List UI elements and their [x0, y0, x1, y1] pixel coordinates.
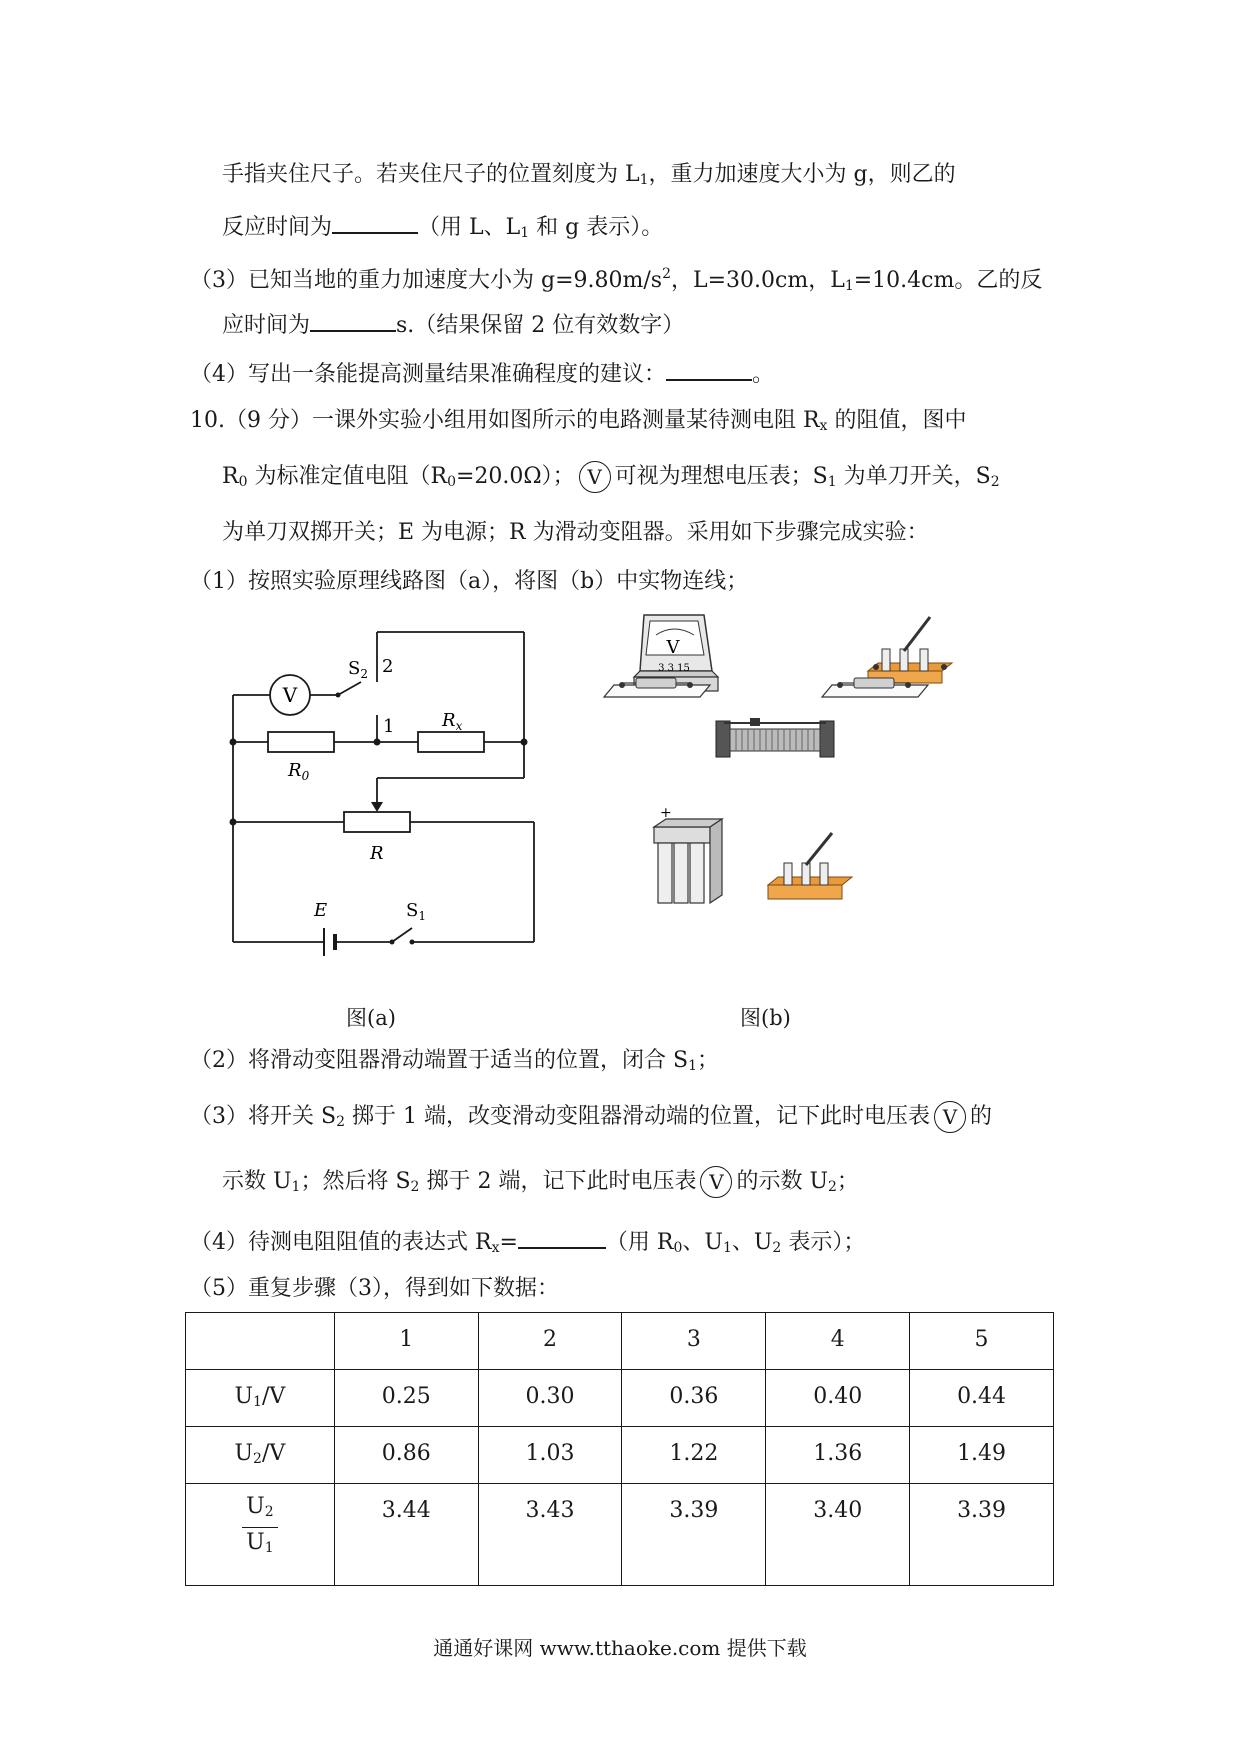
text-line-2	[222, 210, 663, 248]
text-seg: （4）写出一条能提高测量结果准确程度的建议：	[190, 362, 666, 387]
table-header-cell: 2	[478, 1313, 622, 1370]
voltmeter-symbol: V	[934, 1101, 966, 1133]
table-cell: 1.36	[766, 1427, 910, 1484]
switch-pos-2-label: 2	[382, 656, 394, 677]
text-line-14	[190, 1274, 559, 1304]
text-seg: s.（结果保留 2 位有效数字）	[396, 313, 685, 338]
text-seg: （5）重复步骤（3），得到如下数据：	[190, 1276, 559, 1301]
text-seg: （用 L、L	[418, 215, 521, 240]
table-cell: 3.44	[334, 1484, 478, 1586]
text-seg: 反应时间为	[222, 215, 333, 240]
text-seg: R	[222, 464, 239, 489]
switch-pos-1-label: 1	[383, 716, 395, 737]
subscript: 0	[673, 1240, 683, 1256]
table-cell: 0.25	[334, 1370, 478, 1427]
text-seg: ；	[697, 1048, 720, 1073]
table-cell: 0.30	[478, 1370, 622, 1427]
table-cell: 1.03	[478, 1427, 622, 1484]
text-seg: =20.0Ω）；	[455, 464, 575, 489]
text-line-8	[222, 518, 929, 548]
text-seg: 掷于 2 端，记下此时电压表	[419, 1169, 697, 1194]
subscript: 1	[520, 225, 530, 241]
table-header-cell: 4	[766, 1313, 910, 1370]
text-line-7	[222, 461, 1000, 497]
battery-icon[interactable]	[654, 805, 722, 903]
table-header-cell	[186, 1313, 335, 1370]
figure-b-caption: 图(b)	[740, 1006, 791, 1030]
knife-switch-s1-icon[interactable]	[768, 833, 852, 899]
text-seg: 、U	[682, 1230, 723, 1255]
text-seg: 。	[752, 362, 775, 387]
text-seg: 、U	[731, 1230, 773, 1255]
s1-label: $S_1$	[406, 900, 426, 923]
row-label: $U_1/V$	[186, 1370, 335, 1427]
table-cell: 1.49	[910, 1427, 1054, 1484]
text-seg: 10.（9 分）一课外实验小组用如图所示的电路测量某待测电阻 R	[190, 408, 820, 433]
text-seg: 为单刀开关，S	[836, 464, 991, 489]
answer-blank[interactable]	[666, 357, 752, 381]
text-seg: 为单刀双掷开关；E 为电源；R 为滑动变阻器。采用如下步骤完成实验：	[222, 520, 929, 545]
figure-a-caption: 图(a)	[346, 1006, 396, 1030]
text-seg: 表示）；	[781, 1230, 866, 1255]
subscript: x	[819, 418, 828, 434]
text-seg: 示数 U	[222, 1169, 292, 1194]
battery-plus-label: +	[660, 805, 672, 821]
fraction: $\frac{U_2}{U_1}$	[242, 1492, 277, 1563]
subscript: 2	[336, 1114, 345, 1130]
subscript: 1	[639, 172, 649, 188]
text-seg: 应时间为	[222, 313, 311, 338]
text-seg: 的示数 U	[736, 1169, 828, 1194]
table-cell: 0.36	[622, 1370, 766, 1427]
row-label: $U_2/V$	[186, 1427, 335, 1484]
text-seg: （1）按照实验原理线路图（a），将图（b）中实物连线；	[190, 569, 749, 594]
subscript: 1	[827, 474, 837, 490]
table-cell: 0.44	[910, 1370, 1054, 1427]
table-cell: 3.43	[478, 1484, 622, 1586]
table-cell: 3.40	[766, 1484, 910, 1586]
text-line-13	[190, 1225, 865, 1263]
knife-switch-icon[interactable]	[868, 617, 952, 683]
rx-label: $R_x$	[442, 710, 463, 733]
meter-label: V	[666, 637, 680, 658]
text-line-11	[190, 1101, 992, 1137]
answer-blank[interactable]	[518, 1225, 606, 1249]
subscript: 2	[990, 474, 1000, 490]
subscript: 1	[291, 1179, 301, 1195]
text-line-4	[222, 308, 684, 341]
text-seg: （3）已知当地的重力加速度大小为 g=9.80m/s	[190, 268, 663, 293]
circuit-diagram-a	[200, 620, 540, 960]
text-line-5	[190, 357, 774, 390]
text-line-6	[190, 406, 966, 441]
row-label-fraction	[186, 1484, 335, 1586]
table-row-u1	[186, 1370, 1054, 1427]
subscript: 2	[828, 1179, 837, 1195]
answer-blank[interactable]	[310, 308, 396, 332]
text-line-1	[222, 160, 956, 195]
r0-label: $R_0$	[288, 760, 310, 783]
text-seg: ，重力加速度大小为 g，则乙的	[648, 162, 956, 187]
subscript: 1	[722, 1240, 732, 1256]
text-seg: （用 R	[605, 1230, 674, 1255]
rheostat-icon[interactable]	[716, 718, 834, 757]
voltmeter-symbol: V	[579, 461, 611, 493]
voltmeter-label: V	[282, 683, 298, 707]
text-seg: 的阻值，图中	[827, 408, 967, 433]
table-cell: 0.86	[334, 1427, 478, 1484]
subscript: 2	[772, 1240, 782, 1256]
text-seg: 可视为理想电压表；S	[614, 464, 828, 489]
table-row-u2	[186, 1427, 1054, 1484]
data-table	[185, 1312, 1054, 1586]
text-seg: ；然后将 S	[300, 1169, 411, 1194]
text-seg: （4）待测电阻阻值的表达式 R	[190, 1230, 492, 1255]
meter-terminals-label: 3 3 15	[658, 663, 690, 674]
text-seg: =10.4cm。乙的反	[853, 268, 1043, 293]
subscript: x	[491, 1240, 500, 1256]
text-line-10	[190, 1046, 719, 1081]
table-header-cell: 5	[910, 1313, 1054, 1370]
text-line-9	[190, 567, 748, 597]
superscript: 2	[662, 266, 671, 282]
answer-blank[interactable]	[332, 210, 418, 234]
s2-label: $S_2$	[348, 658, 368, 681]
table-cell: 1.22	[622, 1427, 766, 1484]
text-seg: 和 g 表示）。	[529, 215, 664, 240]
text-seg: =	[499, 1230, 518, 1255]
subscript: 1	[688, 1058, 697, 1074]
table-row-ratio	[186, 1484, 1054, 1586]
r-label: R	[370, 843, 384, 864]
subscript: 2	[410, 1179, 420, 1195]
text-line-3	[190, 259, 1042, 301]
table-cell: 3.39	[910, 1484, 1054, 1586]
text-seg: 掷于 1 端，改变滑动变阻器滑动端的位置，记下此时电压表	[344, 1104, 930, 1129]
text-seg: ，L=30.0cm，L	[670, 268, 845, 293]
subscript: 0	[447, 474, 456, 490]
subscript: 0	[238, 474, 248, 490]
subscript: 1	[844, 278, 854, 294]
e-label: E	[314, 900, 328, 921]
components-diagram-b	[600, 605, 990, 955]
text-line-12	[222, 1166, 859, 1202]
table-header-cell: 1	[334, 1313, 478, 1370]
text-seg: （3）将开关 S	[190, 1104, 337, 1129]
voltmeter-symbol: V	[700, 1166, 732, 1198]
text-seg: 为标准定值电阻（R	[247, 464, 448, 489]
table-cell: 3.39	[622, 1484, 766, 1586]
text-seg: ；	[836, 1169, 859, 1194]
table-cell: 0.40	[766, 1370, 910, 1427]
text-seg: 手指夹住尺子。若夹住尺子的位置刻度为 L	[222, 162, 640, 187]
table-header-cell: 3	[622, 1313, 766, 1370]
table-header-row	[186, 1313, 1054, 1370]
page-footer: 通通好课网 www.tthaoke.com 提供下载	[433, 1636, 807, 1660]
text-seg: （2）将滑动变阻器滑动端置于适当的位置，闭合 S	[190, 1048, 689, 1073]
text-seg: 的	[969, 1104, 992, 1129]
